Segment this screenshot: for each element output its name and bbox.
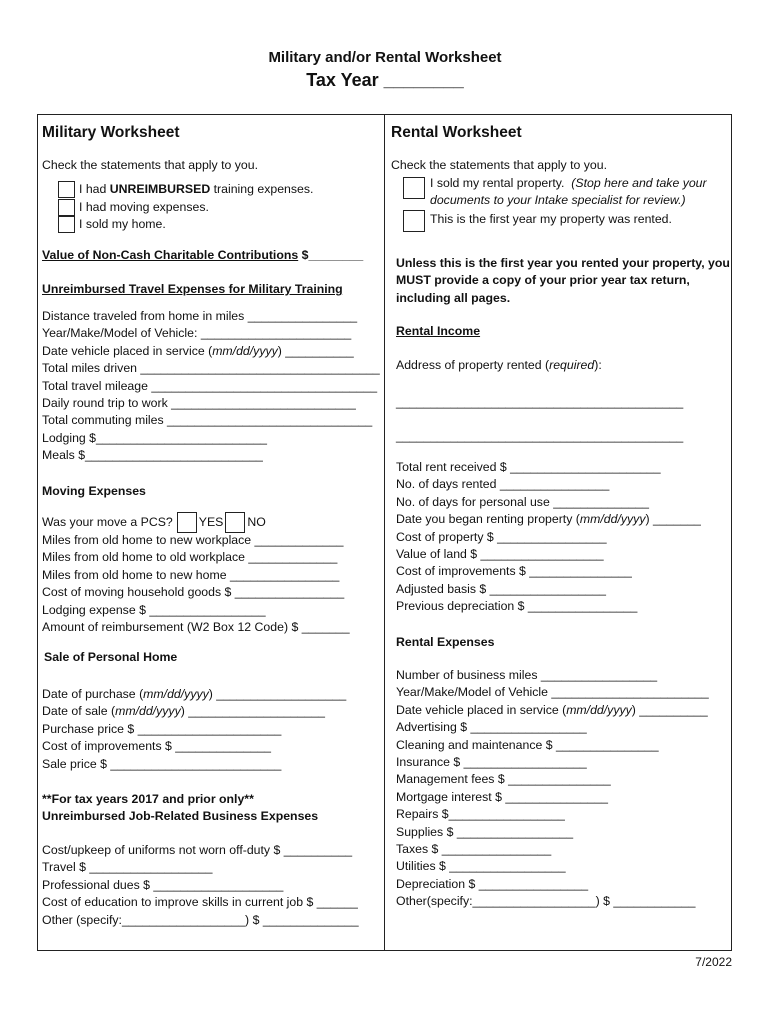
address-line-2[interactable]: __________________________________________ (396, 429, 684, 443)
expense-field[interactable]: Number of business miles _________________ (396, 668, 658, 682)
checkbox-sold-home[interactable] (58, 216, 75, 233)
expense-field[interactable]: Year/Make/Model of Vehicle _______________________ (396, 685, 709, 700)
moving-field[interactable]: Lodging expense $ _________________ (42, 602, 266, 617)
travel-field[interactable]: Total miles driven ___________________________________ (42, 361, 380, 376)
pcs-no-checkbox[interactable] (225, 512, 245, 533)
expense-field[interactable]: Management fees $ _______________ (396, 772, 611, 787)
address-line-1[interactable]: __________________________________________ (396, 395, 684, 409)
moving-field[interactable]: Miles from old home to new home ________________ (42, 567, 340, 582)
rental-income-heading: Rental Income (396, 324, 481, 338)
expense-field[interactable]: Cleaning and maintenance $ _______________ (396, 737, 659, 752)
check-unreimbursed-training: I had UNREIMBURSED training expenses. (58, 181, 313, 198)
expense-field[interactable]: Date vehicle placed in service (mm/dd/yyyy) __________ (396, 702, 708, 717)
income-field[interactable]: Previous depreciation $ ________________ (396, 599, 638, 614)
income-field[interactable]: Total rent received $ ______________________ (396, 460, 661, 474)
pcs-question: Was your move a PCS? YES NO (42, 512, 266, 533)
travel-field[interactable]: Date vehicle placed in service (mm/dd/yyyy) __________ (42, 343, 354, 358)
pcs-yes-checkbox[interactable] (177, 512, 197, 533)
rental-instruction: Check the statements that apply to you. (391, 158, 608, 172)
home-field[interactable]: Date of purchase (mm/dd/yyyy) ___________________ (42, 687, 347, 701)
expense-field[interactable]: Depreciation $ ________________ (396, 876, 589, 891)
moving-field[interactable]: Miles from old home to old workplace _____________ (42, 550, 338, 565)
expense-field[interactable]: Repairs $_________________ (396, 807, 565, 822)
rental-income-fields (396, 459, 701, 616)
rental-expenses-heading: Rental Expenses (396, 635, 495, 649)
address-label: Address of property rented (required): (396, 358, 602, 372)
job-field[interactable]: Other (specify:__________________) $ ______________ (42, 912, 359, 927)
expense-field[interactable]: Mortgage interest $ _______________ (396, 789, 608, 804)
income-field[interactable]: Value of land $ __________________ (396, 547, 604, 562)
travel-field[interactable]: Total commuting miles ______________________________ (42, 413, 373, 428)
travel-fields (42, 308, 380, 465)
expense-field[interactable]: Supplies $ _________________ (396, 824, 574, 839)
travel-field[interactable]: Meals $__________________________ (42, 448, 263, 463)
rental-heading: Rental Worksheet (391, 124, 522, 141)
check-sold-home: I sold my home. (58, 216, 166, 233)
income-field[interactable]: No. of days rented ________________ (396, 477, 610, 492)
checkbox-first-year-rented[interactable] (403, 210, 425, 232)
tax-year-note: **For tax years 2017 and prior only** (42, 792, 254, 806)
moving-field[interactable]: Cost of moving household goods $ ________________ (42, 585, 345, 600)
revision-date: 7/2022 (695, 955, 732, 969)
column-divider (384, 114, 385, 951)
prior-return-notice: Unless this is the first year you rented your property, you MUST provide a copy of your prior year tax return, including all pages. (396, 256, 730, 305)
income-field[interactable]: No. of days for personal use ______________ (396, 494, 649, 509)
moving-fields (42, 532, 350, 636)
travel-field[interactable]: Total travel mileage _________________________________ (42, 378, 378, 393)
income-field[interactable]: Adjusted basis $ _________________ (396, 581, 606, 596)
expense-field[interactable]: Insurance $ __________________ (396, 755, 587, 770)
sale-of-home-heading: Sale of Personal Home (44, 650, 178, 664)
military-heading: Military Worksheet (42, 124, 180, 141)
expense-field[interactable]: Other(specify:__________________) $ ____________ (396, 894, 696, 909)
job-expenses-heading: Unreimbursed Job-Related Business Expenses (42, 809, 319, 823)
job-expense-fields (42, 842, 359, 929)
form-title: Military and/or Rental Worksheet (268, 49, 502, 66)
job-field[interactable]: Travel $ __________________ (42, 860, 213, 875)
job-field[interactable]: Professional dues $ ___________________ (42, 877, 284, 892)
checkbox-sold-rental[interactable] (403, 177, 425, 199)
checkbox-moving-expenses[interactable] (58, 199, 75, 216)
expense-field[interactable]: Advertising $ _________________ (396, 720, 587, 735)
travel-expenses-heading: Unreimbursed Travel Expenses for Military Training (42, 282, 343, 296)
home-field[interactable]: Date of sale (mm/dd/yyyy) ____________________ (42, 704, 326, 719)
check-moving-expenses: I had moving expenses. (58, 199, 209, 216)
home-field[interactable]: Purchase price $ _____________________ (42, 721, 282, 736)
home-field[interactable]: Cost of improvements $ ______________ (42, 739, 272, 754)
travel-field[interactable]: Distance traveled from home in miles ________________ (42, 309, 358, 323)
expense-field[interactable]: Utilities $ _________________ (396, 859, 566, 874)
income-field[interactable]: Date you began renting property (mm/dd/yyyy) _______ (396, 512, 701, 527)
moving-field[interactable]: Miles from old home to new workplace _____________ (42, 533, 344, 547)
travel-field[interactable]: Year/Make/Model of Vehicle: ______________________ (42, 326, 352, 341)
rental-expense-fields (396, 667, 709, 911)
job-field[interactable]: Cost of education to improve skills in current job $ ______ (42, 895, 358, 910)
moving-field[interactable]: Amount of reimbursement (W2 Box 12 Code) $ _______ (42, 620, 350, 635)
travel-field[interactable]: Daily round trip to work ___________________________ (42, 396, 356, 411)
noncash-contributions[interactable]: Value of Non-Cash Charitable Contributions $________ (42, 248, 364, 262)
home-sale-fields (42, 686, 346, 773)
moving-expenses-heading: Moving Expenses (42, 484, 146, 498)
home-field[interactable]: Sale price $ _________________________ (42, 756, 282, 771)
job-field[interactable]: Cost/upkeep of uniforms not worn off-duty $ __________ (42, 843, 353, 857)
checkbox-unreimbursed-training[interactable] (58, 181, 75, 198)
income-field[interactable]: Cost of property $ ________________ (396, 529, 607, 544)
travel-field[interactable]: Lodging $_________________________ (42, 430, 267, 445)
income-field[interactable]: Cost of improvements $ _______________ (396, 564, 632, 579)
tax-year-line: Tax Year ________ (306, 70, 464, 90)
military-instruction: Check the statements that apply to you. (42, 158, 259, 172)
expense-field[interactable]: Taxes $ ________________ (396, 842, 552, 857)
